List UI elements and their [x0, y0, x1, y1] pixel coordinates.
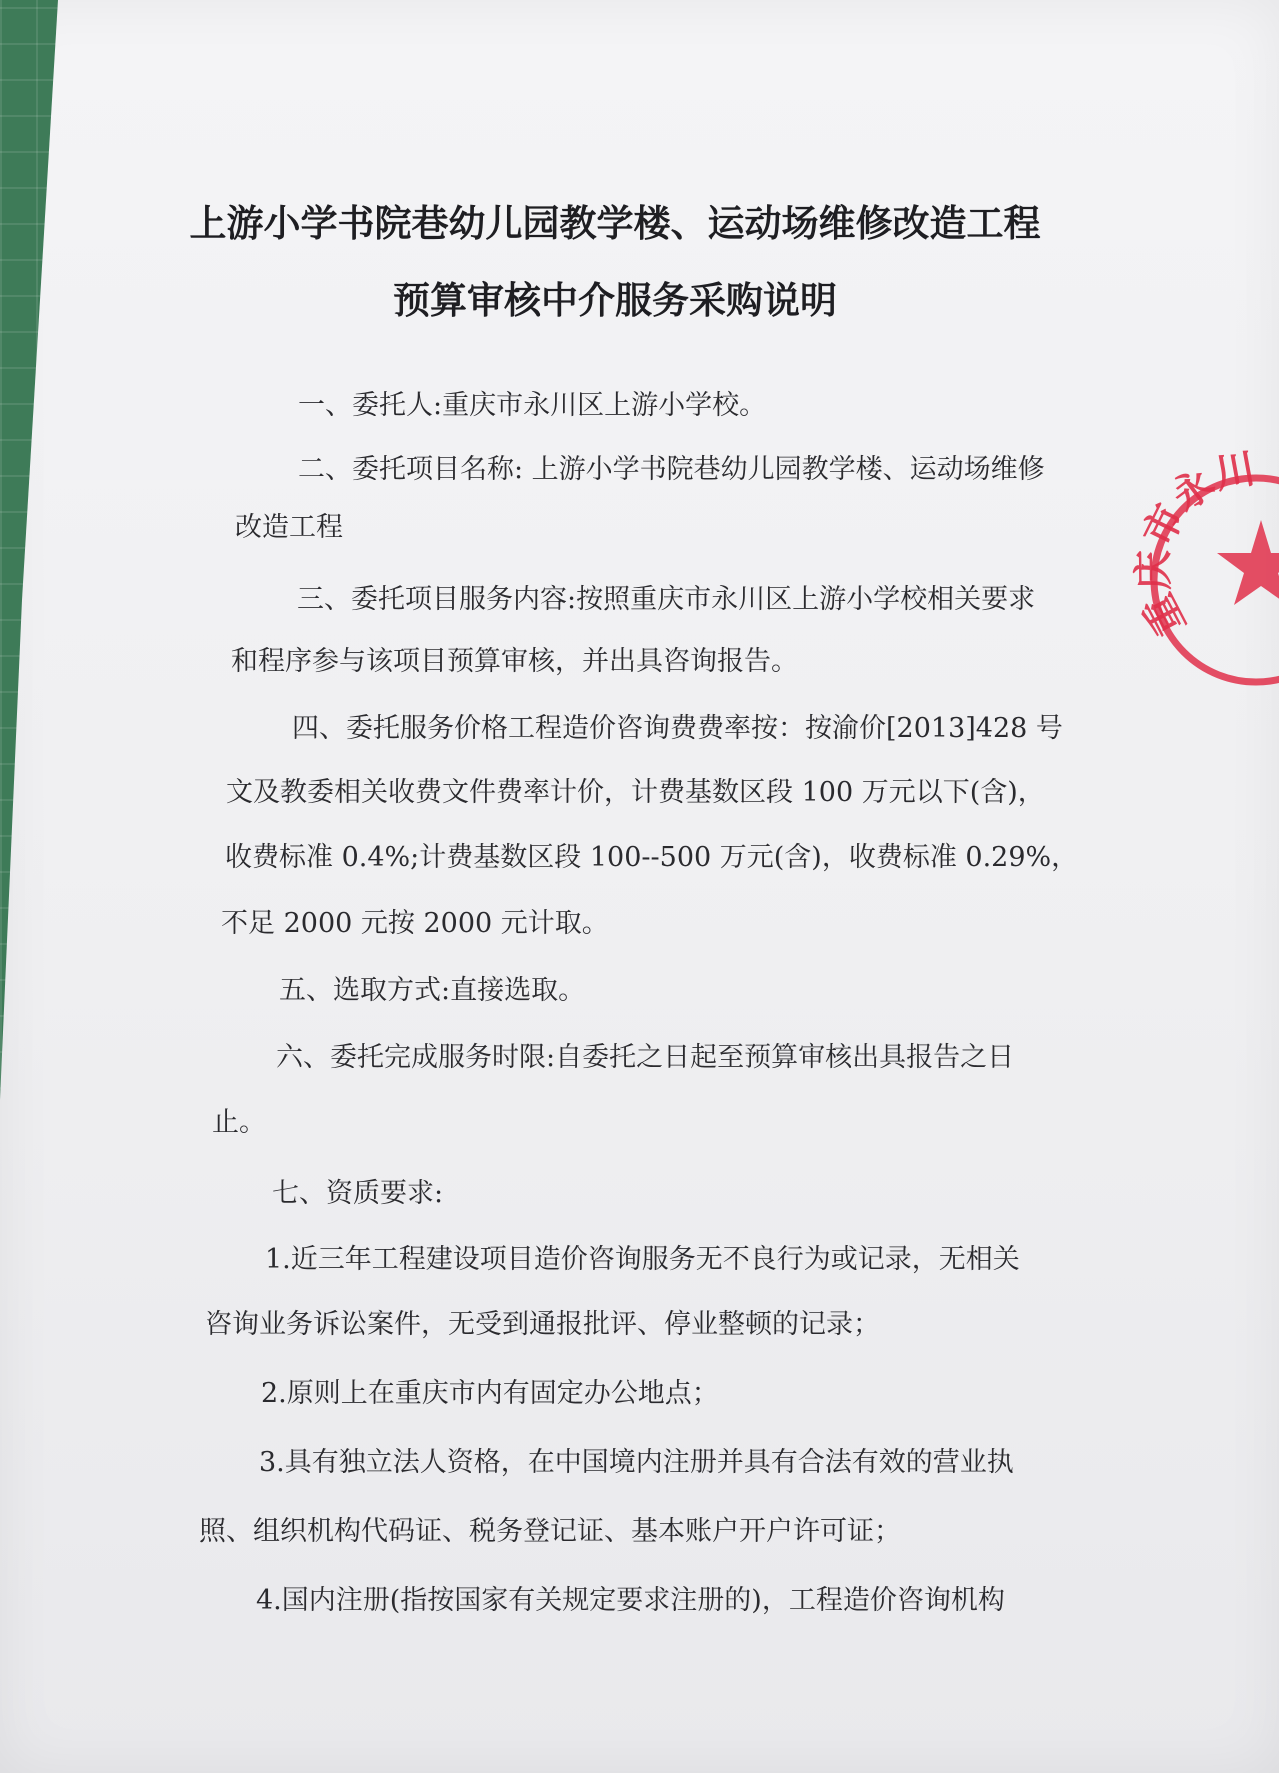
document-title-line-1: 上游小学书院巷幼儿园教学楼、运动场维修改造工程: [189, 201, 1041, 245]
svg-text:重庆市永川: [1131, 446, 1259, 643]
qualification-item-3: 3.具有独立法人资格，在中国境内注册并具有合法有效的营业执: [259, 1447, 1014, 1478]
section-4-pricing: 四、委托服务价格工程造价咨询费费率按：按渝价[2013]428 号: [292, 713, 1063, 744]
qualification-item-4: 4.国内注册(指按国家有关规定要求注册的)，工程造价咨询机构: [256, 1585, 1005, 1616]
section-2-project-name: 二、委托项目名称: 上游小学书院巷幼儿园教学楼、运动场维修: [298, 454, 1045, 485]
seal-star-icon: [1217, 520, 1279, 605]
qualification-item-1: 1.近三年工程建设项目造价咨询服务无不良行为或记录，无相关: [265, 1244, 1020, 1275]
seal-text: 重庆市永川: [1131, 445, 1260, 643]
section-4-pricing-cont-2: 收费标准 0.4%;计费基数区段 100--500 万元(含)，收费标准 0.29%，: [225, 842, 1079, 873]
official-red-seal: [1131, 445, 1279, 695]
qualification-item-2: 2.原则上在重庆市内有固定办公地点；: [261, 1378, 719, 1409]
section-4-pricing-cont-1: 文及教委相关收费文件费率计价，计费基数区段 100 万元以下(含)，: [226, 777, 1045, 808]
section-2-project-name-cont: 改造工程: [235, 512, 343, 543]
qualification-item-3-cont: 照、组织机构代码证、税务登记证、基本账户开户许可证；: [199, 1516, 901, 1547]
section-3-service-content: 三、委托项目服务内容:按照重庆市永川区上游小学校相关要求: [297, 584, 1036, 615]
section-5-selection-method: 五、选取方式:直接选取。: [279, 975, 586, 1006]
section-6-time-limit-cont: 止。: [212, 1107, 266, 1138]
section-6-time-limit: 六、委托完成服务时限:自委托之日起至预算审核出具报告之日: [276, 1042, 1015, 1073]
section-3-service-content-cont: 和程序参与该项目预算审核，并出具咨询报告。: [231, 646, 798, 677]
section-7-qualification-heading: 七、资质要求:: [272, 1178, 444, 1209]
section-1-client: 一、委托人:重庆市永川区上游小学校。: [298, 390, 767, 421]
qualification-item-1-cont: 咨询业务诉讼案件，无受到通报批评、停业整顿的记录；: [205, 1309, 880, 1340]
document-title-line-2: 预算审核中介服务采购说明: [393, 278, 837, 322]
section-4-pricing-cont-3: 不足 2000 元按 2000 元计取。: [221, 908, 609, 939]
